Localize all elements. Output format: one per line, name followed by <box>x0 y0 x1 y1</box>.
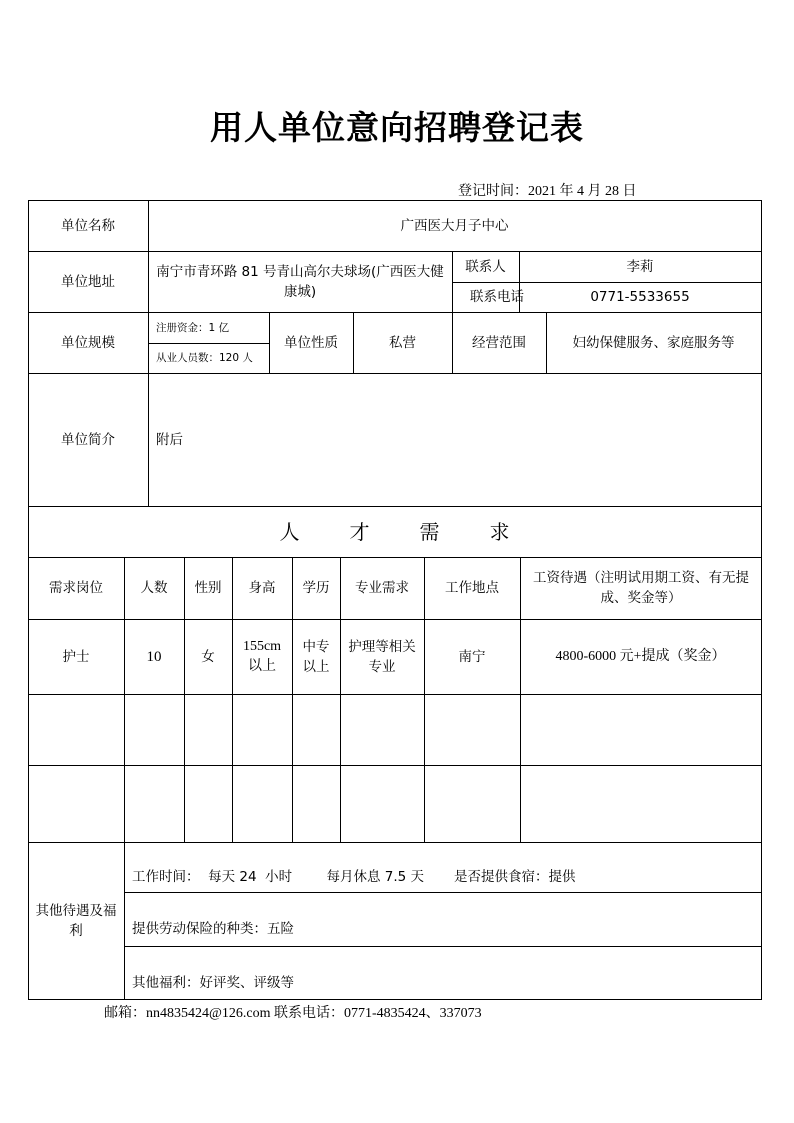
column-header-gender: 性别 <box>194 580 222 596</box>
talent-heading-char: 才 <box>349 519 370 544</box>
registered-capital: 注册资金：1 亿 <box>156 321 230 334</box>
column-header-education: 学历 <box>302 580 330 596</box>
benefits-other: 其他福利：好评奖、评级等 <box>132 974 294 991</box>
business-scope-label: 经营范围 <box>472 334 526 351</box>
company-name-label: 单位名称 <box>61 217 115 234</box>
row1-count: 10 <box>146 648 162 665</box>
footer-contact: 邮箱：nn4835424@126.com 联系电话：0771-4835424、337073 <box>104 1006 482 1021</box>
talent-demand-heading <box>28 506 761 557</box>
row1-gender: 女 <box>201 648 215 665</box>
column-header-location: 工作地点 <box>445 580 499 596</box>
row1-location: 南宁 <box>458 648 486 665</box>
company-address-label: 单位地址 <box>61 273 115 290</box>
table-row-empty <box>28 765 761 842</box>
row1-salary: 4800-6000 元+提成（奖金） <box>555 648 726 664</box>
row1-major: 护理等相关专业 <box>348 638 416 675</box>
contact-value: 李莉 <box>626 258 654 275</box>
table-row-empty <box>28 694 761 765</box>
company-scale-label: 单位规模 <box>61 334 115 351</box>
page-title: 用人单位意向招聘登记表 <box>210 108 584 147</box>
column-header-height: 身高 <box>248 580 276 596</box>
benefits-label: 其他待遇及福利 <box>35 902 117 939</box>
row1-education: 中专以上 <box>302 638 330 675</box>
benefits-work-hours: 工作时间： 每天 24 小时 每月休息 7.5 天 是否提供食宿：提供 <box>132 869 576 885</box>
company-address-value: 南宁市青环路 81 号青山高尔夫球场(广西医大健康城) <box>156 263 444 300</box>
company-name-value: 广西医大月子中心 <box>400 217 509 234</box>
row1-post: 护士 <box>62 648 90 665</box>
company-nature-value: 私营 <box>389 334 416 351</box>
column-header-major: 专业需求 <box>355 580 409 596</box>
phone-value: 0771-5533655 <box>590 289 690 305</box>
company-intro-value: 附后 <box>156 431 183 448</box>
company-nature-label: 单位性质 <box>284 334 338 351</box>
talent-heading-char: 人 <box>279 519 300 544</box>
column-header-post: 需求岗位 <box>49 580 103 596</box>
company-intro-label: 单位简介 <box>61 431 115 448</box>
business-scope-value: 妇幼保健服务、家庭服务等 <box>572 334 735 351</box>
column-header-count: 人数 <box>140 580 168 596</box>
contact-label: 联系人 <box>465 258 506 275</box>
staff-count: 从业人员数：120 人 <box>156 352 253 364</box>
benefits-insurance: 提供劳动保险的种类：五险 <box>132 921 294 937</box>
talent-heading-char: 需 <box>419 519 440 544</box>
registration-date: 登记时间：2021 年 4 月 28 日 <box>458 184 637 199</box>
phone-label: 联系电话 <box>470 289 524 305</box>
talent-heading-char: 求 <box>489 519 510 544</box>
row1-height: 155cm 以上 <box>242 638 282 674</box>
column-header-salary: 工资待遇（注明试用期工资、有无提成、奖金等） <box>533 570 749 606</box>
